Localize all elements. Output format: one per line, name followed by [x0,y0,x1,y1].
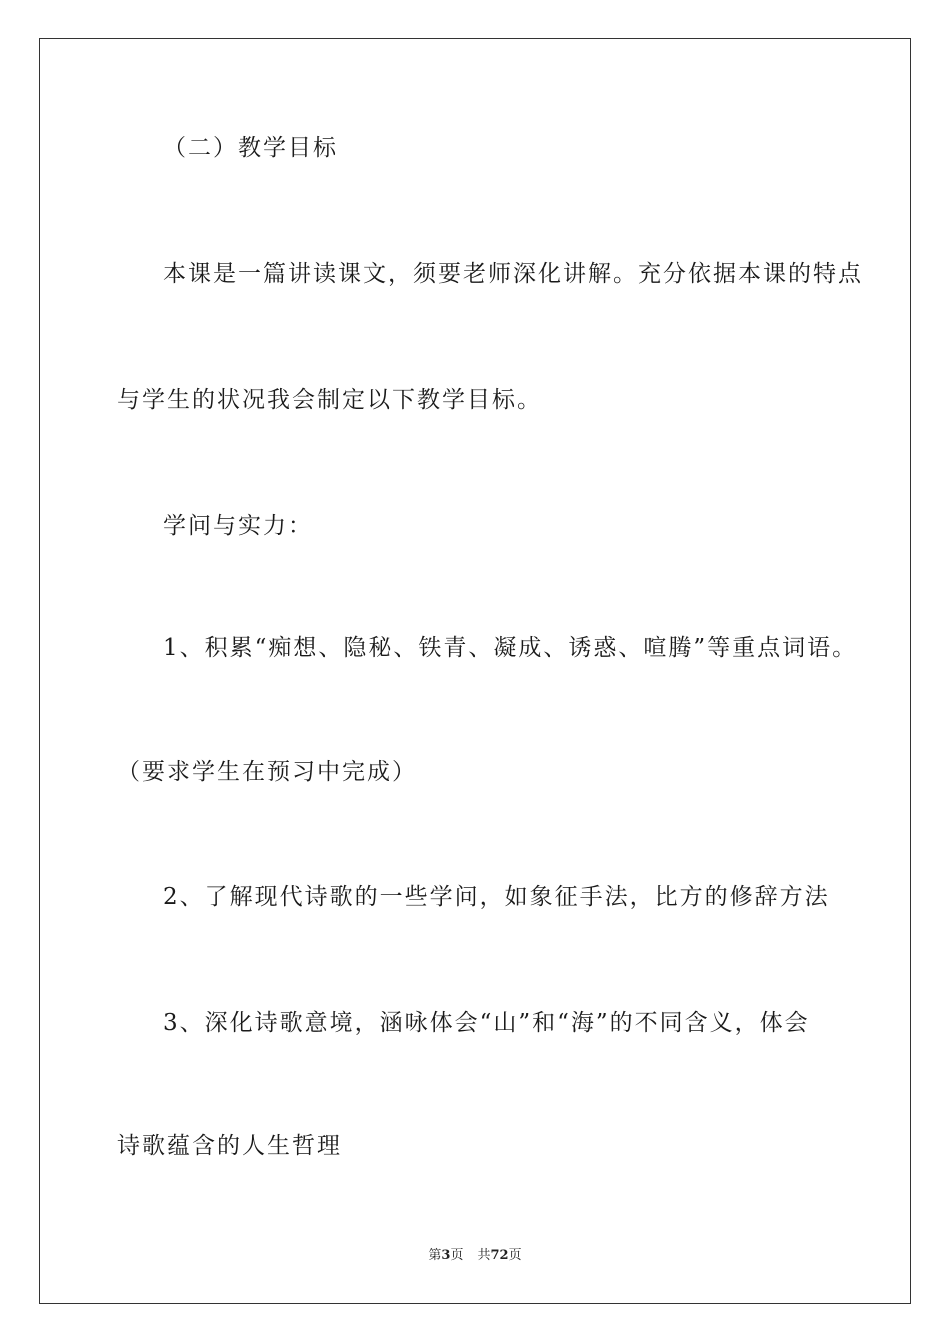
goal-item-2: 2、了解现代诗歌的一些学问，如象征手法，比方的修辞方法 [163,884,830,910]
footer-total-suffix: 页 [508,1248,522,1263]
footer-total-pages: 72 [490,1248,509,1263]
subheading-knowledge: 学问与实力： [163,513,313,539]
paragraph-line-1: 本课是一篇讲读课文，须要老师深化讲解。充分依据本课的特点 [163,261,863,287]
goal-item-1: 1、积累“痴想、隐秘、铁青、凝成、诱惑、喧腾”等重点词语。 [163,635,858,661]
footer-page-prefix: 第 [428,1248,442,1263]
page-footer [0,1247,950,1265]
section-heading: （二）教学目标 [163,135,338,161]
paragraph-line-2: 与学生的状况我会制定以下教学目标。 [117,387,542,413]
page-border [39,38,911,1304]
goal-item-3: 3、深化诗歌意境，涵咏体会“山”和“海”的不同含义，体会 [163,1010,810,1036]
footer-total-prefix: 共 [477,1248,491,1263]
footer-page-number: 3 [441,1248,451,1263]
goal-item-3-cont: 诗歌蕴含的人生哲理 [117,1133,342,1159]
goal-item-1-note: （要求学生在预习中完成） [117,759,417,785]
footer-page-suffix: 页 [450,1248,464,1263]
